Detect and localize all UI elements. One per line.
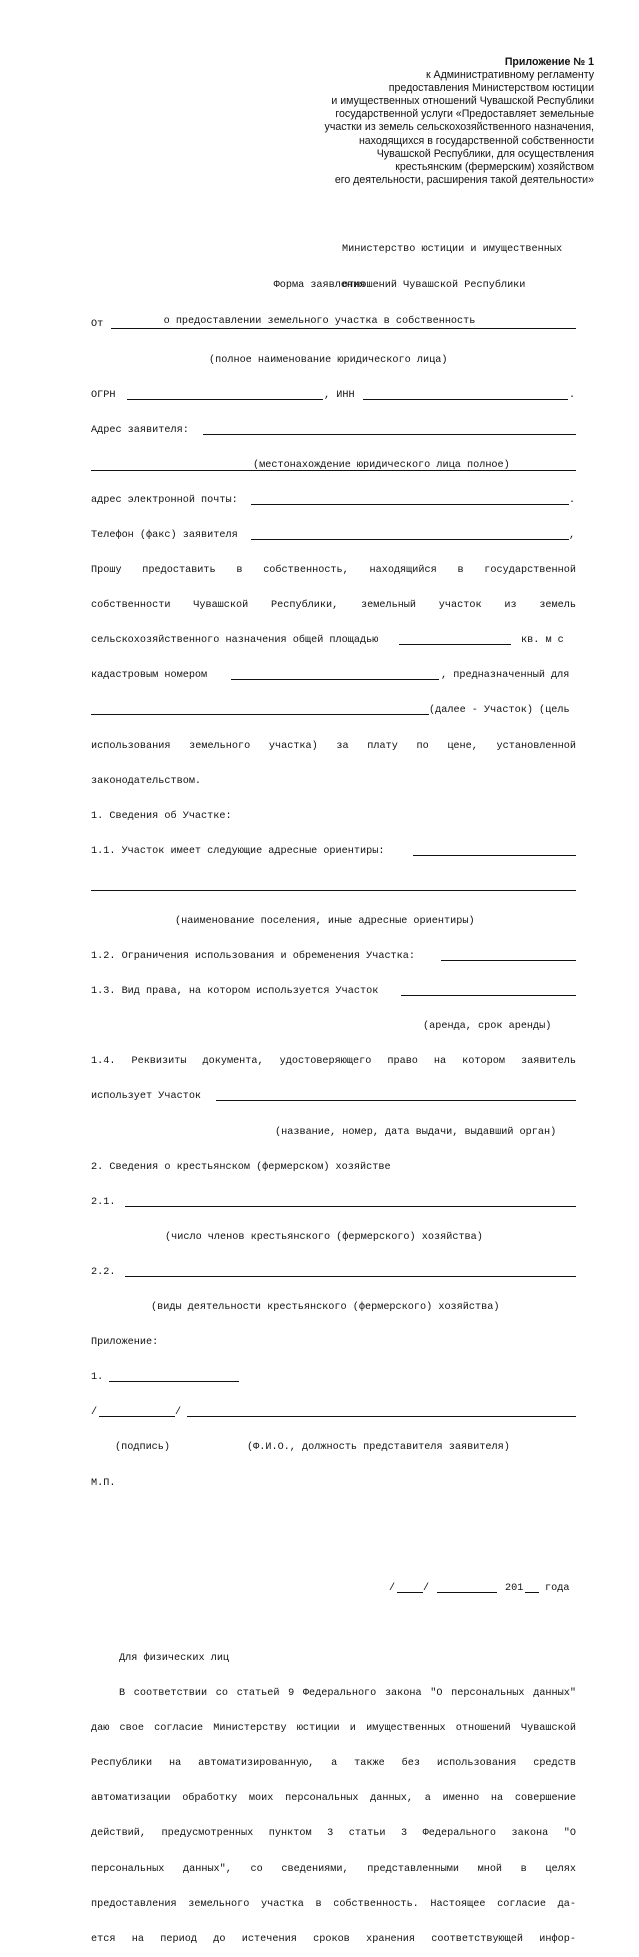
- s22-field[interactable]: [125, 1276, 576, 1277]
- request-text: , предназначенный для: [441, 670, 570, 682]
- from-caption: (полное наименование юридического лица): [209, 354, 448, 366]
- inn-field[interactable]: [363, 399, 568, 400]
- date-day-field[interactable]: [397, 1592, 423, 1593]
- s14-field[interactable]: [216, 1100, 576, 1101]
- address-label: Адрес заявителя:: [91, 424, 189, 436]
- form-title-line: Форма заявления: [273, 280, 366, 292]
- s21-field[interactable]: [125, 1206, 576, 1207]
- from-label: От: [91, 319, 104, 331]
- phone-label: Телефон (факс) заявителя: [91, 529, 238, 541]
- appendix-header: [194, 56, 594, 187]
- s14-label: использует Участок: [91, 1091, 202, 1103]
- date-year-field[interactable]: [525, 1592, 539, 1593]
- from-field[interactable]: [111, 328, 576, 329]
- consent-text: Республики на автоматизированную, а также без использования средств: [91, 1758, 576, 1770]
- request-text: использования земельного участка) за плату по цене, установленной: [91, 740, 576, 752]
- request-text: собственности Чувашской Республики, земельный участок из земель: [91, 600, 576, 612]
- appendix-item-label: 1.: [91, 1372, 104, 1384]
- addressee-line: отношений Чувашской Республики: [342, 279, 526, 291]
- header-line: Чувашской Республики, для осуществления: [376, 147, 594, 160]
- stamp-mark: М.П.: [91, 1477, 116, 1489]
- ogrn-label: ОГРН: [91, 389, 116, 401]
- appendix-title: Приложение:: [91, 1337, 159, 1349]
- consent-text: В соответствии со статьей 9 Федерального закона "О персональных данных": [119, 1688, 576, 1700]
- request-text: (далее - Участок) (цель: [429, 705, 570, 717]
- representative-name-field[interactable]: [187, 1416, 576, 1417]
- signature-field[interactable]: [99, 1416, 175, 1417]
- application-form: От (полное наименование юридического лица) ОГРН , ИНН . Адрес заявителя: (местонахождение юридического лица полное) адрес электронной почты: . Телефон (факс) заявителя , Прошу предоставить в собственность, находящийся в государственной собственности Чувашской Республики, земельный участок из земель сельскохозяйственного назначения общей площадью кв. м с кадастровым номером , предназначенный для (далее - Участок) (цель использования земельного участка) за плату по цене, установленной законодательством. 1. Сведения об Участке: 1.1. Участок имеет следующие адресные ориентиры: (наименование поселения, иные адресные ориентиры) 1.2. Ограничения использования и обременения Участка: 1.3. Вид права, на котором используется Участок (аренда, срок аренды) 1.4. Реквизиты документа, удостоверяющего право на котором заявитель использует Участок (название, номер, дата выдачи, выдавший орган) 2. Сведения о крестьянском (фермерском) хозяйстве 2.1. (число членов крестьянского (фермерского) хозяйства) 2.2. (виды деятельности крестьянского (фермерского) хозяйства) Приложение: 1. / / (подпись) (Ф.И.О., должность представителя заявителя) М.П. / / 201 года Для физических лиц В соответствии со статьей 9 Федерального закона "О персональных данных" даю свое согласие Министерству юстиции и имущественных отношений Чувашской Республики на автоматизированную, а также без использования средств автоматизации обработку моих персональных данных, а именно на совершение действий, предусмотренных пунктом 3 статьи 3 Федерального закона "О персональных данных", со сведениями, представленными мной в целях предоставления земельного участка в собственность. Настоящее согласие да- ется на период до истечения сроков хранения соответствующей инфор-: [91, 319, 576, 1945]
- header-line: к Административному регламенту: [425, 69, 594, 82]
- section2-title: 2. Сведения о крестьянском (фермерском) хозяйстве: [91, 1161, 391, 1173]
- consent-text: даю свое согласие Министерству юстиции и имущественных отношений Чувашской: [91, 1723, 576, 1735]
- form-title-line: о предоставлении земельного участка в собственность: [163, 315, 476, 327]
- email-label: адрес электронной почты:: [91, 494, 238, 506]
- date-suffix: года: [545, 1582, 570, 1594]
- address-caption: (местонахождение юридического лица полное): [253, 459, 510, 471]
- address-field[interactable]: [203, 434, 576, 435]
- s22-label: 2.2.: [91, 1266, 116, 1278]
- s11-label: 1.1. Участок имеет следующие адресные ориентиры:: [91, 845, 385, 857]
- header-line: государственной услуги «Предоставляет земельные: [335, 108, 594, 121]
- s22-caption: (виды деятельности крестьянского (фермерского) хозяйства): [151, 1302, 500, 1314]
- s14-caption: (название, номер, дата выдачи, выдавший орган): [275, 1126, 557, 1138]
- signature-caption: (подпись): [115, 1442, 171, 1454]
- s13-caption: (аренда, срок аренды): [423, 1021, 552, 1033]
- s13-field[interactable]: [401, 995, 576, 996]
- s11-field[interactable]: [413, 855, 576, 856]
- header-line: крестьянским (фермерским) хозяйством: [395, 160, 594, 173]
- date-month-field[interactable]: [437, 1592, 497, 1593]
- s21-label: 2.1.: [91, 1196, 116, 1208]
- s12-label: 1.2. Ограничения использования и обременения Участка:: [91, 951, 416, 963]
- date-year-label: 201: [505, 1582, 524, 1594]
- cadastral-field[interactable]: [231, 679, 439, 680]
- ogrn-field[interactable]: [127, 399, 323, 400]
- section1-title: 1. Сведения об Участке:: [91, 810, 232, 822]
- s11-caption: (наименование поселения, иные адресные ориентиры): [175, 916, 475, 927]
- request-text: кадастровым номером: [91, 670, 208, 682]
- consent-text: персональных данных", со сведениями, представленными мной в целях: [91, 1863, 576, 1875]
- addressee-line: Министерство юстиции и имущественных: [342, 244, 563, 256]
- s13-label: 1.3. Вид права, на котором используется Участок: [91, 986, 379, 998]
- consent-text: автоматизации обработку моих персональных данных, а именно на совершение: [91, 1793, 576, 1805]
- header-line: находящихся в государственной собственности: [358, 134, 594, 147]
- purpose-field[interactable]: [91, 714, 429, 715]
- header-line: и имущественных отношений Чувашской Республики: [331, 95, 594, 108]
- header-line: Приложение № 1: [504, 56, 594, 68]
- consent-text: действий, предусмотренных пунктом 3 статьи 3 Федерального закона "О: [91, 1828, 576, 1840]
- consent-text: ется на период до истечения сроков хранения соответствующей инфор-: [91, 1933, 576, 1945]
- inn-label: , ИНН: [324, 389, 355, 401]
- request-text: кв. м с: [521, 635, 564, 647]
- email-field[interactable]: [251, 504, 569, 505]
- request-text: сельскохозяйственного назначения общей площадью: [91, 635, 379, 647]
- header-line: предоставления Министерством юстиции: [388, 82, 594, 95]
- phone-field[interactable]: [251, 539, 569, 540]
- request-text: законодательством.: [91, 775, 202, 787]
- name-caption: (Ф.И.О., должность представителя заявителя): [247, 1442, 510, 1454]
- appendix-item-field[interactable]: [109, 1381, 239, 1382]
- s12-field[interactable]: [441, 960, 576, 961]
- area-field[interactable]: [399, 644, 511, 645]
- header-line: его деятельности, расширения такой деятельности»: [334, 173, 594, 186]
- request-text: Прошу предоставить в собственность, находящийся в государственной: [91, 565, 576, 577]
- consent-text: предоставления земельного участка в собственность. Настоящее согласие да-: [91, 1898, 576, 1910]
- s21-caption: (число членов крестьянского (фермерского) хозяйства): [165, 1231, 483, 1243]
- individuals-title: Для физических лиц: [119, 1652, 230, 1664]
- s14-label: 1.4. Реквизиты документа, удостоверяющего право на котором заявитель: [91, 1056, 576, 1068]
- header-line: участки из земель сельскохозяйственного назначения,: [324, 121, 594, 134]
